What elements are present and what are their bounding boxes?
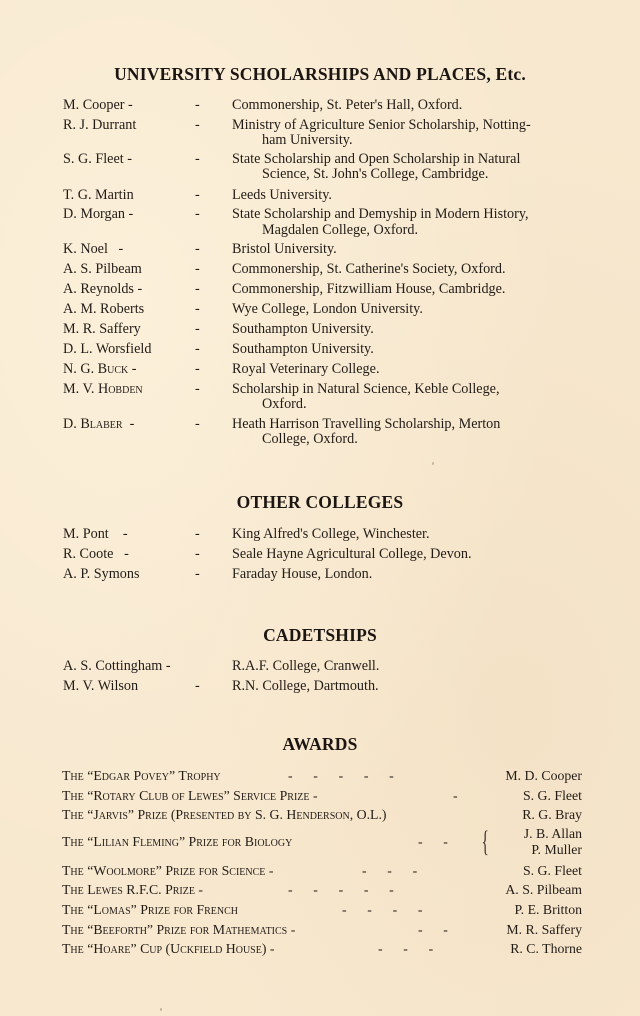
separator-dash: - [195,280,200,297]
leader-dashes: - - - - - [288,768,394,783]
college-name: Faraday House, London. [232,566,373,582]
award-row [0,805,640,825]
award-row [0,861,640,881]
award-row [0,766,640,786]
list-item [0,679,640,699]
award-title: The “Jarvis” Prize (Presented by S. G. Henderson, O.L.) [62,807,387,823]
student-name: A. S. Cottingham - [63,658,171,674]
award-winner: S. G. Fleet [522,787,582,803]
student-name: M. V. Wilson [63,678,139,694]
other-colleges-heading: OTHER COLLEGES [236,492,404,512]
separator-dash: - [195,340,200,357]
paper-speck [432,462,434,465]
award-row [0,825,640,861]
award-winner: A. S. Pilbeam [505,882,582,898]
award-title: The “Lomas” Prize for French [62,901,239,917]
student-name: A. P. Symons [63,566,140,582]
paper-speck [160,1008,162,1011]
award-title: The “Lilian Fleming” Prize for Biology [62,833,293,849]
award-winner: P. E. Britton [514,901,582,917]
award-description: Southampton University. [232,340,374,357]
award-winner: R. C. Thorne [510,941,582,957]
award-description: Commonership, St. Catherine's Society, Oxford. [232,260,506,277]
separator-dash: - [195,300,200,317]
student-name: K. Noel - [63,241,124,257]
university-list [0,98,640,452]
list-item [0,527,640,547]
award-row [0,880,640,900]
university-heading: UNIVERSITY SCHOLARSHIPS AND PLACES, Etc. [114,64,526,84]
cadetships-list [0,659,640,699]
list-item [0,302,640,322]
leader-dashes: - - [418,921,448,937]
award-row [0,786,640,806]
award-title: The Lewes R.F.C. Prize - [62,882,204,898]
student-name: R. Coote - [63,546,129,562]
award-title: The “Woolmore” Prize for Science - [62,862,274,878]
separator-dash: - [195,526,200,542]
separator-dash: - [195,97,200,113]
award-winner: J. B. Allan [523,825,582,841]
award-description: Commonership, St. Peter's Hall, Oxford. [232,97,463,113]
list-item [0,188,640,208]
student-name: A. Reynolds - [63,280,143,297]
award-winner: R. G. Bray [522,807,582,823]
award-winner: S. G. Fleet [522,862,582,878]
award-description-cont: College, Oxford. [262,431,358,447]
award-description: Heath Harrison Travelling Scholarship, Merton [232,415,501,432]
list-item [0,282,640,302]
student-name: D. Morgan - [63,206,134,222]
student-name: A. S. Pilbeam [63,260,142,277]
leader-dashes: - - - - [342,901,423,917]
award-description: Leeds University. [232,186,332,203]
list-item [0,242,640,262]
student-name: N. G. Buck - [63,360,137,377]
student-name: S. G. Fleet - [63,150,132,167]
award-row [0,920,640,940]
list-item [0,262,640,282]
college-name: King Alfred's College, Winchester. [232,526,430,542]
student-name: T. G. Martin [63,186,134,203]
award-description: Scholarship in Natural Science, Keble College, [232,380,500,397]
separator-dash: - [195,360,200,377]
list-item [0,98,640,118]
award-row [0,900,640,920]
leader-dashes: - - - - - [288,882,394,898]
award-description: Royal Veterinary College. [232,360,380,377]
separator-dash: - [195,566,200,582]
award-winner: M. D. Cooper [505,768,582,783]
separator-dash: - [195,206,200,222]
list-item [0,322,640,342]
list-item [0,417,640,452]
student-name: M. Pont - [63,526,128,542]
other-colleges-list [0,527,640,587]
list-item [0,659,640,679]
separator-dash: - [195,380,200,397]
list-item [0,152,640,188]
award-title: The “Hoare” Cup (Uckfield House) - [62,941,275,957]
list-item [0,547,640,567]
award-description: Wye College, London University. [232,300,423,317]
list-item [0,382,640,417]
list-item [0,342,640,362]
student-name: D. Blaber - [63,415,135,432]
separator-dash: - [195,546,200,562]
award-winner-2: P. Muller [531,841,582,857]
list-item [0,118,640,152]
separator-dash: - [195,260,200,277]
award-description: State Scholarship and Open Scholarship in Natural [232,150,521,167]
award-title: The “Rotary Club of Lewes” Service Prize - [62,787,318,803]
award-description: Southampton University. [232,320,374,337]
student-name: D. L. Worsfield [63,340,152,357]
student-name: R. J. Durrant [63,116,137,133]
separator-dash: - [195,186,200,203]
leader-dashes: - - - [378,941,434,957]
student-name: M. R. Saffery [63,320,141,337]
separator-dash: - [195,415,200,432]
college-name: R.N. College, Dartmouth. [232,678,379,694]
list-item [0,567,640,587]
award-title: The “Beeforth” Prize for Mathematics - [62,921,296,937]
award-description-cont: Oxford. [262,396,307,412]
separator-dash: - [195,678,200,694]
brace-icon: { [481,824,489,858]
award-description: Ministry of Agriculture Senior Scholarship, Notting- [232,116,531,133]
list-item [0,362,640,382]
college-name: R.A.F. College, Cranwell. [232,658,380,674]
awards-heading: AWARDS [282,734,358,754]
separator-dash: - [195,116,200,133]
award-description: Bristol University. [232,241,337,257]
award-description-cont: Magdalen College, Oxford. [262,221,419,238]
student-name: M. Cooper - [63,97,133,113]
award-description: State Scholarship and Demyship in Modern History, [232,206,529,222]
leader-dashes: - - [418,833,448,849]
cadetships-heading: CADETSHIPS [263,625,377,645]
separator-dash: - [195,320,200,337]
student-name: M. V. Hobden [63,380,143,397]
award-description: Commonership, Fitzwilliam House, Cambridge. [232,280,506,297]
award-row [0,939,640,959]
college-name: Seale Hayne Agricultural College, Devon. [232,546,472,562]
separator-dash: - [195,241,200,257]
leader-dashes: - [453,787,458,803]
award-winner: M. R. Saffery [506,921,582,937]
leader-dashes: - - - [362,862,418,878]
award-description-cont: ham University. [262,132,353,148]
awards-list [0,766,640,959]
separator-dash: - [195,150,200,167]
award-title: The “Edgar Povey” Trophy [62,768,221,783]
award-description-cont: Science, St. John's College, Cambridge. [262,166,489,182]
student-name: A. M. Roberts [63,300,145,317]
list-item [0,207,640,242]
